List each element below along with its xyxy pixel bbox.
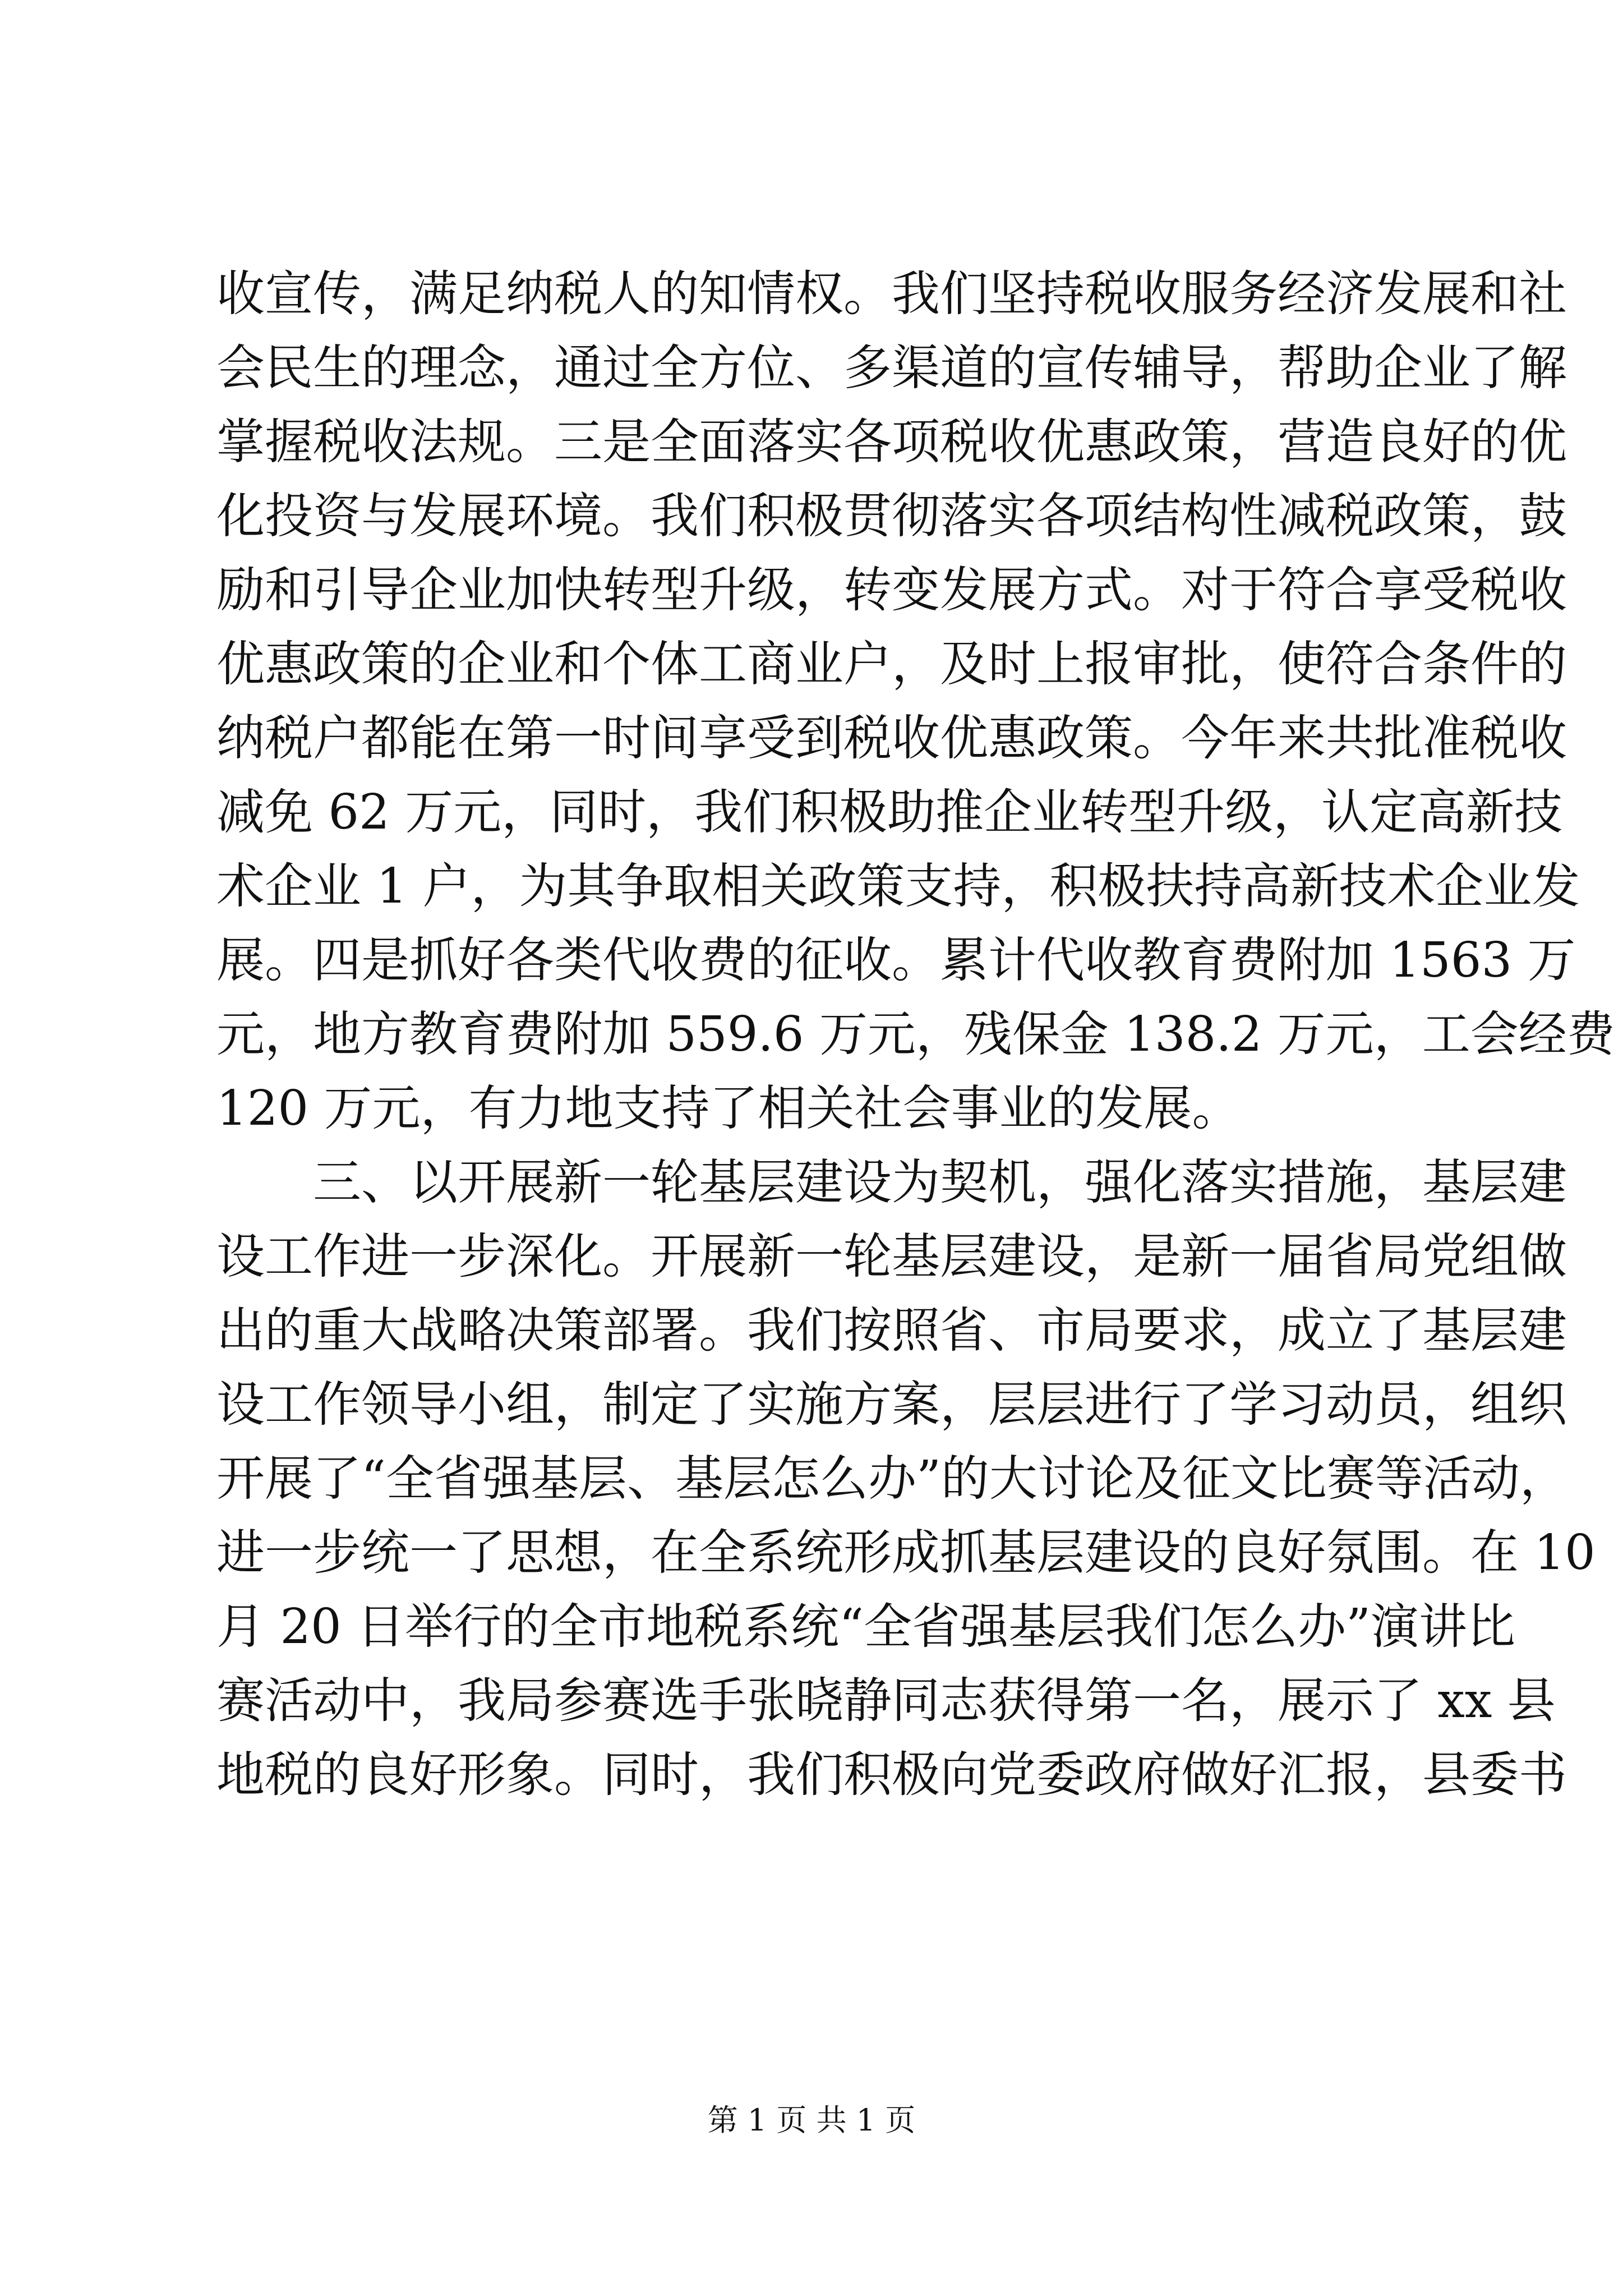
text-line: 月 20 日举行的全市地税系统“全省强基层我们怎么办”演讲比: [216, 1599, 1516, 1655]
text-line: 赛活动中，我局参赛选手张晓静同志获得第一名，展示了 xx 县: [216, 1673, 1556, 1729]
document-body: [216, 257, 1615, 1812]
text-line: 进一步统一了思想，在全系统形成抓基层建设的良好氛围。在 10: [216, 1525, 1596, 1581]
text-line: 地税的良好形象。同时，我们积极向党委政府做好汇报，县委书: [216, 1747, 1567, 1803]
text-line: 掌握税收法规。三是全面落实各项税收优惠政策，营造良好的优: [216, 414, 1567, 470]
text-line: 收宣传，满足纳税人的知情权。我们坚持税收服务经济发展和社: [216, 266, 1567, 322]
text-line: 出的重大战略决策部署。我们按照省、市局要求，成立了基层建: [216, 1303, 1567, 1359]
text-line: 设工作领导小组，制定了实施方案，层层进行了学习动员，组织: [216, 1377, 1567, 1433]
page-number-footer: 第 1 页 共 1 页: [707, 2102, 916, 2138]
text-line: 纳税户都能在第一时间享受到税收优惠政策。今年来共批准税收: [216, 710, 1567, 766]
text-line: 减免 62 万元，同时，我们积极助推企业转型升级，认定高新技: [216, 784, 1563, 840]
text-line: 优惠政策的企业和个体工商业户，及时上报审批，使符合条件的: [216, 636, 1567, 692]
text-line: 术企业 1 户，为其争取相关政策支持，积极扶持高新技术企业发: [216, 858, 1580, 914]
text-line: 开展了“全省强基层、基层怎么办”的大讨论及征文比赛等活动，: [216, 1451, 1568, 1507]
text-line: 展。四是抓好各类代收费的征收。累计代收教育费附加 1563 万: [216, 932, 1576, 988]
text-line: 会民生的理念，通过全方位、多渠道的宣传辅导，帮助企业了解: [216, 340, 1567, 396]
text-line: 设工作进一步深化。开展新一轮基层建设，是新一届省局党组做: [216, 1228, 1567, 1285]
text-line: 元，地方教育费附加 559.6 万元，残保金 138.2 万元，工会经费: [216, 1006, 1615, 1062]
text-line: 化投资与发展环境。我们积极贯彻落实各项结构性减税政策，鼓: [216, 488, 1567, 544]
text-line: 励和引导企业加快转型升级，转变发展方式。对于符合享受税收: [216, 562, 1567, 618]
text-line: 120 万元，有力地支持了相关社会事业的发展。: [216, 1080, 1241, 1137]
text-line: 三、以开展新一轮基层建设为契机，强化落实措施，基层建: [216, 1154, 1567, 1211]
